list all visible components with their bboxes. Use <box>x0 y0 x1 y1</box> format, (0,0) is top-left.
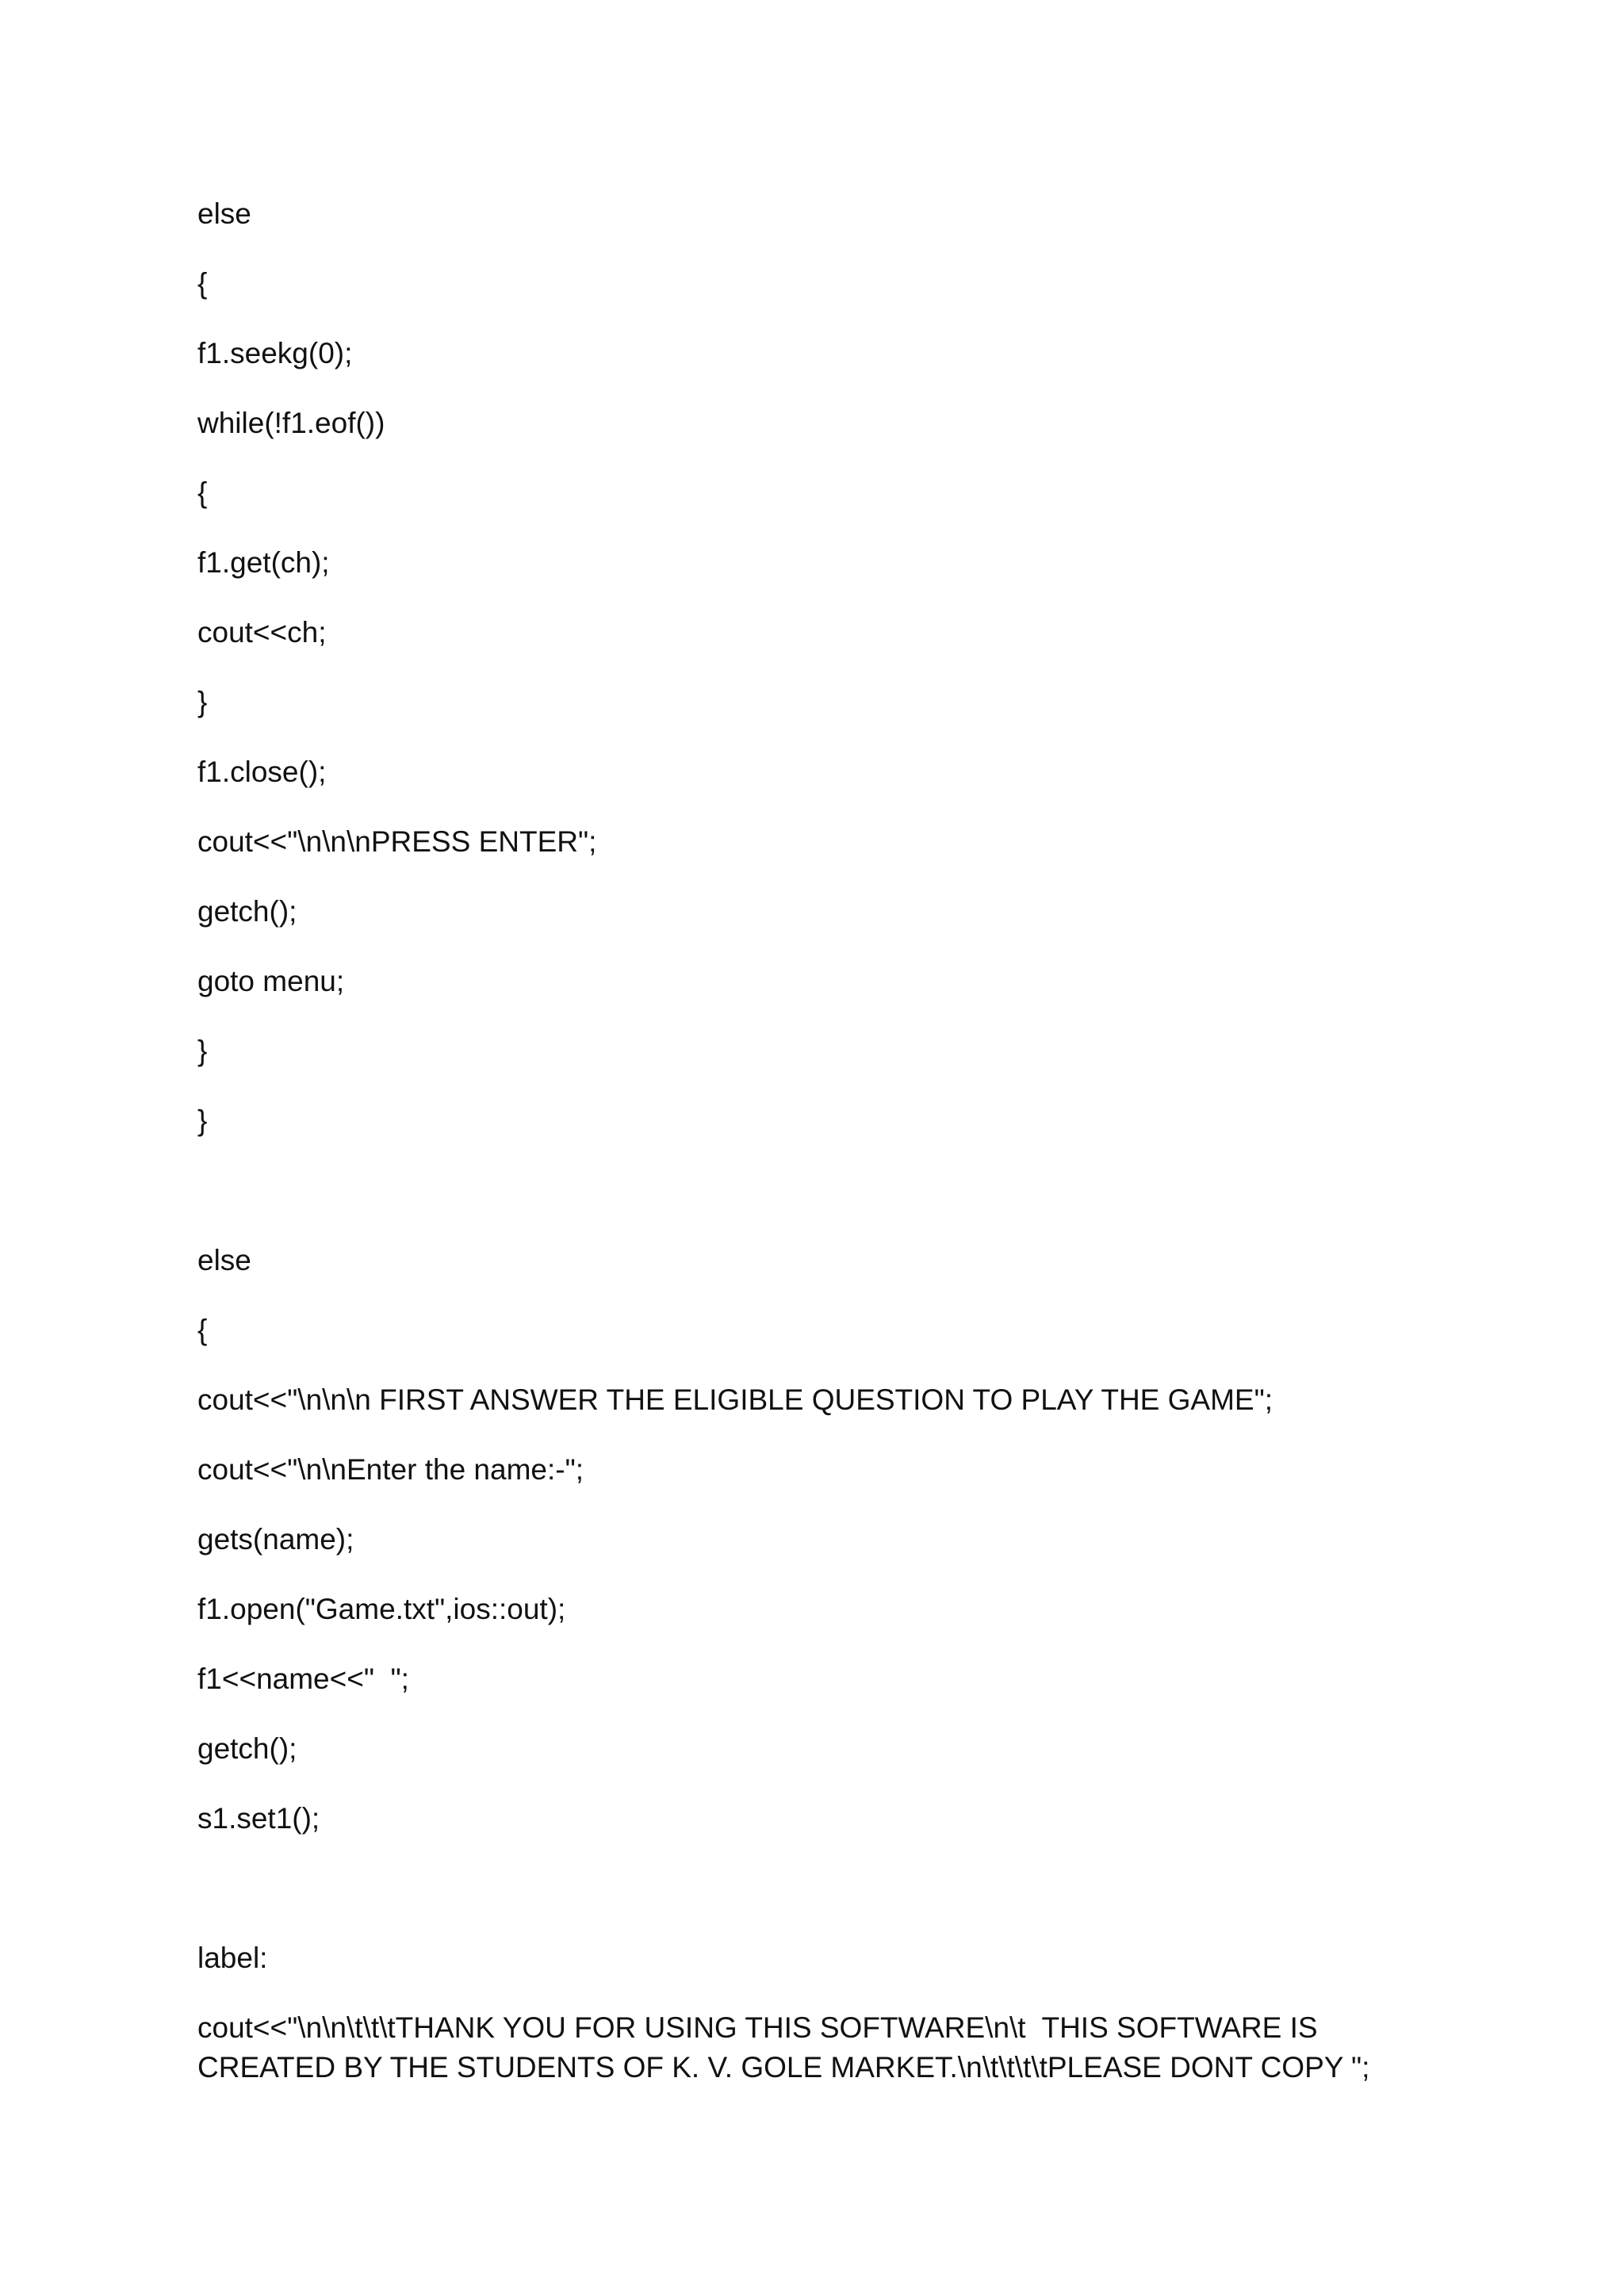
code-line-gets: gets(name); <box>197 1523 354 1556</box>
code-line-open-brace-1: { <box>197 267 208 300</box>
code-line-getch-2: getch(); <box>197 1732 297 1765</box>
code-line-open-brace-2: { <box>197 476 208 509</box>
code-line-else-2: else <box>197 1244 251 1276</box>
code-line-eligible-question: cout<<"\n\n\n FIRST ANSWER THE ELIGIBLE QUESTION TO PLAY THE GAME"; <box>197 1383 1273 1416</box>
code-line-cout-ch: cout<<ch; <box>197 616 327 649</box>
code-line-open-brace-3: { <box>197 1314 208 1346</box>
code-line-get: f1.get(ch); <box>197 546 330 579</box>
code-line-write-name: f1<<name<<" "; <box>197 1663 409 1695</box>
code-line-getch-1: getch(); <box>197 895 297 928</box>
code-line-label: label: <box>197 1942 268 1974</box>
code-line-close-brace-3: } <box>197 1104 208 1137</box>
code-line-press-enter: cout<<"\n\n\nPRESS ENTER"; <box>197 825 597 858</box>
code-line-close-brace-2: } <box>197 1035 208 1067</box>
code-line-seekg: f1.seekg(0); <box>197 337 353 369</box>
code-line-while: while(!f1.eof()) <box>197 407 385 439</box>
code-line-goto: goto menu; <box>197 965 345 997</box>
code-line-thank-you-message: cout<<"\n\n\t\t\tTHANK YOU FOR USING THIS SOFTWARE\n\t THIS SOFTWARE IS CREATED BY THE STUDENTS OF K. V. GOLE MARKET.\n\t\t\t\tPLEASE DONT COPY "; <box>197 2011 1370 2084</box>
code-line-open-file: f1.open("Game.txt",ios::out); <box>197 1593 566 1625</box>
code-line-close: f1.close(); <box>197 756 327 788</box>
code-line-set1: s1.set1(); <box>197 1802 320 1835</box>
code-line-else-1: else <box>197 197 251 230</box>
code-line-enter-name: cout<<"\n\nEnter the name:-"; <box>197 1453 584 1486</box>
code-line-close-brace-1: } <box>197 686 208 718</box>
